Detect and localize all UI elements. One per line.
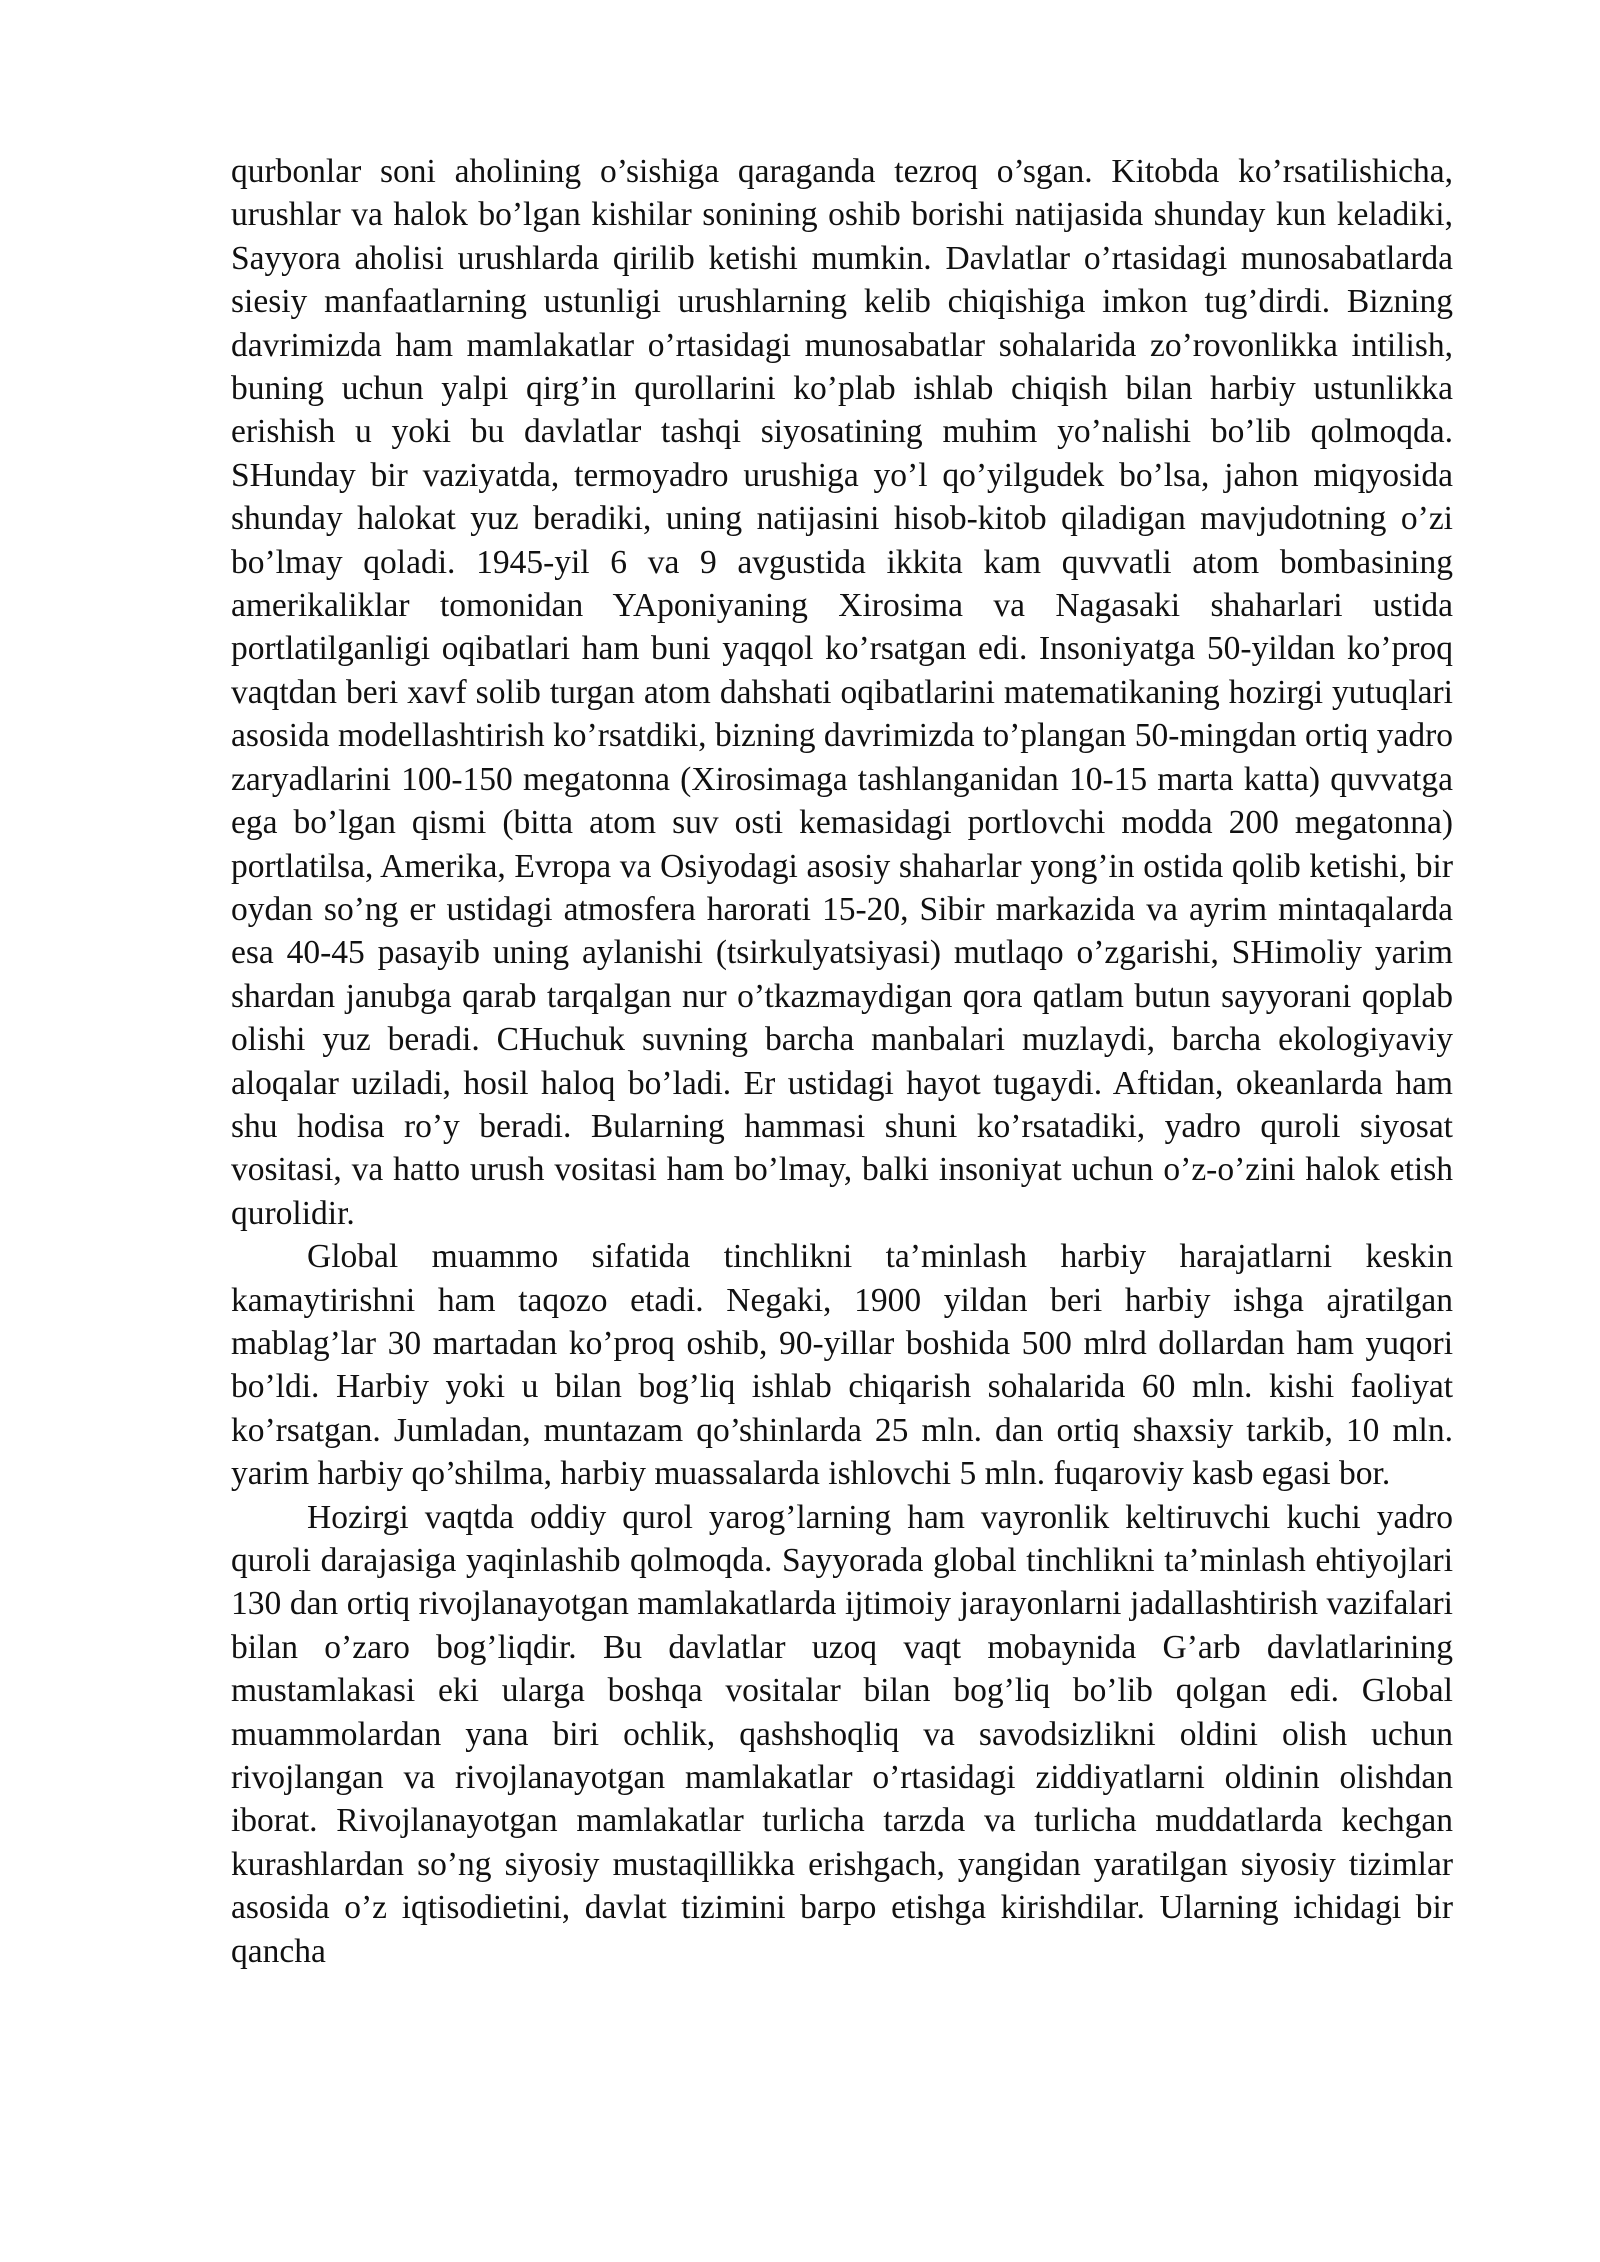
paragraph-conventional-weapons: Hozirgi vaqtda oddiy qurol yarog’larning ham vayronlik keltiruvchi kuchi yadro quroli darajasiga yaqinlashib qolmoqda. Sayyorada global tinchlikni ta’minlash ehtiyojlari 130 dan ortiq rivojlanayotgan mamlakatlarda ijtimoiy jarayonlarni jadallashtirish vazifalari bilan o’zaro bog’liqdir. Bu davlatlar uzoq vaqt mobaynida G’arb davlatlarining mustamlakasi eki ularga boshqa vositalar bilan bog’liq bo’lib qolgan edi. Global muammolardan yana biri ochlik, qashshoqliq va savodsizlikni oldini olish uchun rivojlangan va rivojlanayotgan mamlakatlar o’rtasidagi ziddiyatlarni oldinin olishdan iborat. Rivojlanayotgan mamlakatlar turlicha tarzda va turlicha muddatlarda kechgan kurashlardan so’ng siyosiy mustaqillikka erishgach, yangidan yaratilgan siyosiy tizimlar asosida o’z iqtisodietini, davlat tizimini barpo etishga kirishdilar. Ularning ichidagi bir qancha: [231, 1498, 1453, 1970]
body-text: [231, 150, 1453, 1973]
paragraph-military-spending: Global muammo sifatida tinchlikni ta’minlash harbiy harajatlarni keskin kamaytirishni ham taqozo etadi. Negaki, 1900 yildan beri harbiy ishga ajratilgan mablag’lar 30 martadan ko’proq oshib, 90-yillar boshida 500 mlrd dollardan ham yuqori bo’ldi. Harbiy yoki u bilan bog’liq ishlab chiqarish sohalarida 60 mln. kishi faoliyat ko’rsatgan. Jumladan, muntazam qo’shinlarda 25 mln. dan ortiq shaxsiy tarkib, 10 mln. yarim harbiy qo’shilma, harbiy muassalarda ishlovchi 5 mln. fuqaroviy kasb egasi bor.: [231, 1238, 1453, 1493]
paragraph-continuation: qurbonlar soni aholining o’sishiga qaraganda tezroq o’sgan. Kitobda ko’rsatilishicha, urushlar va halok bo’lgan kishilar sonining oshib borishi natijasida shunday kun keladiki, Sayyora aholisi urushlarda qirilib ketishi mumkin. Davlatlar o’rtasidagi munosabatlarda siesiy manfaatlarning ustunligi urushlarning kelib chiqishiga imkon tug’dirdi. Bizning davrimizda ham mamlakatlar o’rtasidagi munosabatlar sohalarida zo’rovonlikka intilish, buning uchun yalpi qirg’in qurollarini ko’plab ishlab chiqish bilan harbiy ustunlikka erishish u yoki bu davlatlar tashqi siyosatining muhim yo’nalishi bo’lib qolmoqda. SHunday bir vaziyatda, termoyadro urushiga yo’l qo’yilgudek bo’lsa, jahon miqyosida shunday halokat yuz beradiki, uning natijasini hisob-kitob qiladigan mavjudotning o’zi bo’lmay qoladi. 1945-yil 6 va 9 avgustida ikkita kam quvvatli atom bombasining amerikaliklar tomonidan YAponiyaning Xirosima va Nagasaki shaharlari ustida portlatilganligi oqibatlari ham buni yaqqol ko’rsatgan edi. Insoniyatga 50-yildan ko’proq vaqtdan beri xavf solib turgan atom dahshati oqibatlarini matematikaning hozirgi yutuqlari asosida modellashtirish ko’rsatdiki, bizning davrimizda to’plangan 50-mingdan ortiq yadro zaryadlarini 100-150 megatonna (Xirosimaga tashlanganidan 10-15 marta katta) quvvatga ega bo’lgan qismi (bitta atom suv osti kemasidagi portlovchi modda 200 megatonna) portlatilsa, Amerika, Evropa va Osiyodagi asosiy shaharlar yong’in ostida qolib ketishi, bir oydan so’ng er ustidagi atmosfera harorati 15-20, Sibir markazida va ayrim mintaqalarda esa 40-45 pasayib uning aylanishi (tsirkulyatsiyasi) mutlaqo o’zgarishi, SHimoliy yarim shardan janubga qarab tarqalgan nur o’tkazmaydigan qora qatlam butun sayyorani qoplab olishi yuz beradi. CHuchuk suvning barcha manbalari muzlaydi, barcha ekologiyaviy aloqalar uziladi, hosil haloq bo’ladi. Er ustidagi hayot tugaydi. Aftidan, okeanlarda ham shu hodisa ro’y beradi. Bularning hammasi shuni ko’rsatadiki, yadro quroli siyosat vositasi, va hatto urush vositasi ham bo’lmay, balki insoniyat uchun o’z-o’zini halok etish qurolidir.: [231, 153, 1453, 1232]
